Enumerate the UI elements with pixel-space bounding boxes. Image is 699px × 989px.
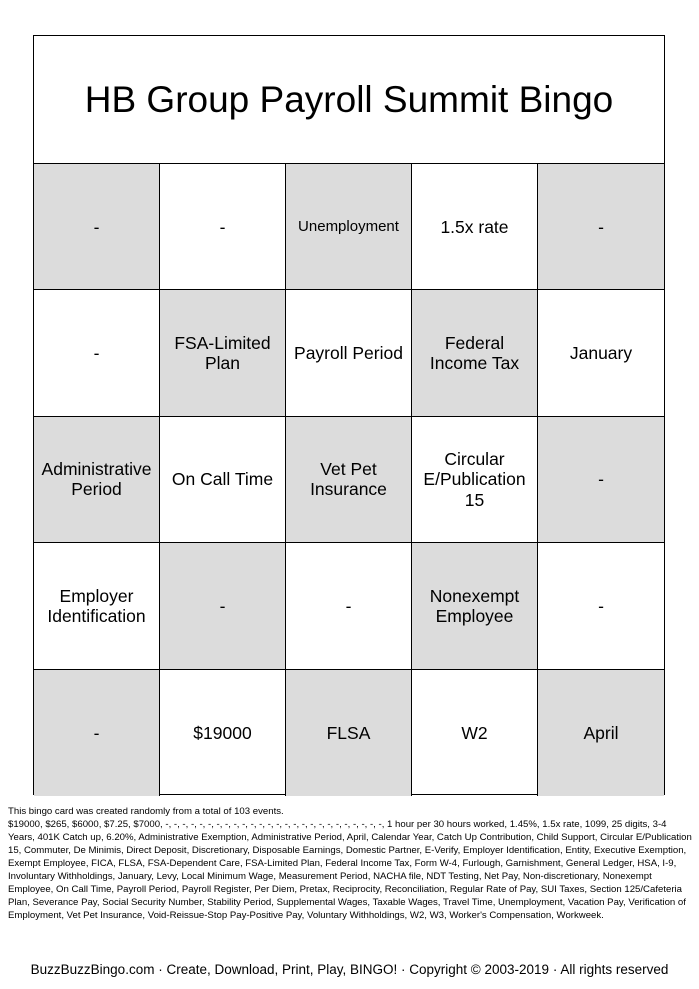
bingo-cell: - <box>538 164 664 290</box>
bingo-cell: - <box>34 290 160 416</box>
bingo-cell: On Call Time <box>160 417 286 543</box>
bingo-cell: Unemployment <box>286 164 412 290</box>
bingo-cell: - <box>286 543 412 669</box>
bingo-cell: Employer Identification <box>34 543 160 669</box>
bingo-cell: - <box>538 417 664 543</box>
bingo-cell: Nonexempt Employee <box>412 543 538 669</box>
card-title: HB Group Payroll Summit Bingo <box>34 36 664 164</box>
bingo-cell: W2 <box>412 670 538 796</box>
footer-text: BuzzBuzzBingo.com · Create, Download, Print, Play, BINGO! · Copyright © 2003-2019 · All rights reserved <box>30 962 669 977</box>
bingo-cell: Administrative Period <box>34 417 160 543</box>
bingo-cell: Federal Income Tax <box>412 290 538 416</box>
bingo-cell: FSA-Limited Plan <box>160 290 286 416</box>
bingo-cell: - <box>160 164 286 290</box>
bingo-cell: - <box>538 543 664 669</box>
bingo-cell: - <box>34 670 160 796</box>
bingo-cell: Payroll Period <box>286 290 412 416</box>
bingo-cell: 1.5x rate <box>412 164 538 290</box>
bingo-cell: $19000 <box>160 670 286 796</box>
bingo-cell: Vet Pet Insurance <box>286 417 412 543</box>
events-intro: This bingo card was created randomly from a total of 103 events. <box>8 806 284 817</box>
events-section <box>8 805 693 922</box>
bingo-cell: January <box>538 290 664 416</box>
bingo-cell: - <box>160 543 286 669</box>
bingo-card <box>33 35 665 795</box>
bingo-cell: Circular E/Publication 15 <box>412 417 538 543</box>
bingo-cell: FLSA <box>286 670 412 796</box>
bingo-cell: - <box>34 164 160 290</box>
bingo-grid <box>34 164 664 796</box>
events-list: $19000, $265, $6000, $7.25, $7000, -, -, -, -, -, -, -, -, -, -, -, -, -, -, -, -, -, -, -, -, -, -, -, -, -, -, 1 hour per 30 hours worked, 1.45%, 1.5x rate, 1099, 25 digits, 3-4 Years, 401K Catch up, 6.20%, Administrative Exemption, Administrative Period, April, Calendar Year, Catch Up Contribution, Child Support, Circular E/Publication 15, Commuter, De Minimis, Direct Deposit, Discretionary, Disposable Earnings, Domestic Partner, E-Verify, Employer Identification, Entity, Executive Exemption, Exempt Employee, FICA, FLSA, FSA-Dependent Care, FSA-Limited Plan, Federal Income Tax, Form W-4, Furlough, Garnishment, General Ledger, HSA, I-9, Involuntary Withholdings, January, Levy, Local Minimum Wage, Measurement Period, NACHA file, NDT Testing, Net Pay, Non-discretionary, Nonexempt Employee, On Call Time, Payroll Period, Payroll Register, Per Diem, Pretax, Reciprocity, Reconciliation, Regular Rate of Pay, SUI Taxes, Section 125/Cafeteria Plan, Severance Pay, Social Security Number, Stability Period, Supplemental Wages, Taxable Wages, Travel Time, Unemployment, Vacation Pay, Verification of Employment, Vet Pet Insurance, Void-Reissue-Stop Pay-Positive Pay, Voluntary Withholdings, W2, W3, Worker's Compensation, Workweek. <box>8 819 692 921</box>
bingo-cell: April <box>538 670 664 796</box>
